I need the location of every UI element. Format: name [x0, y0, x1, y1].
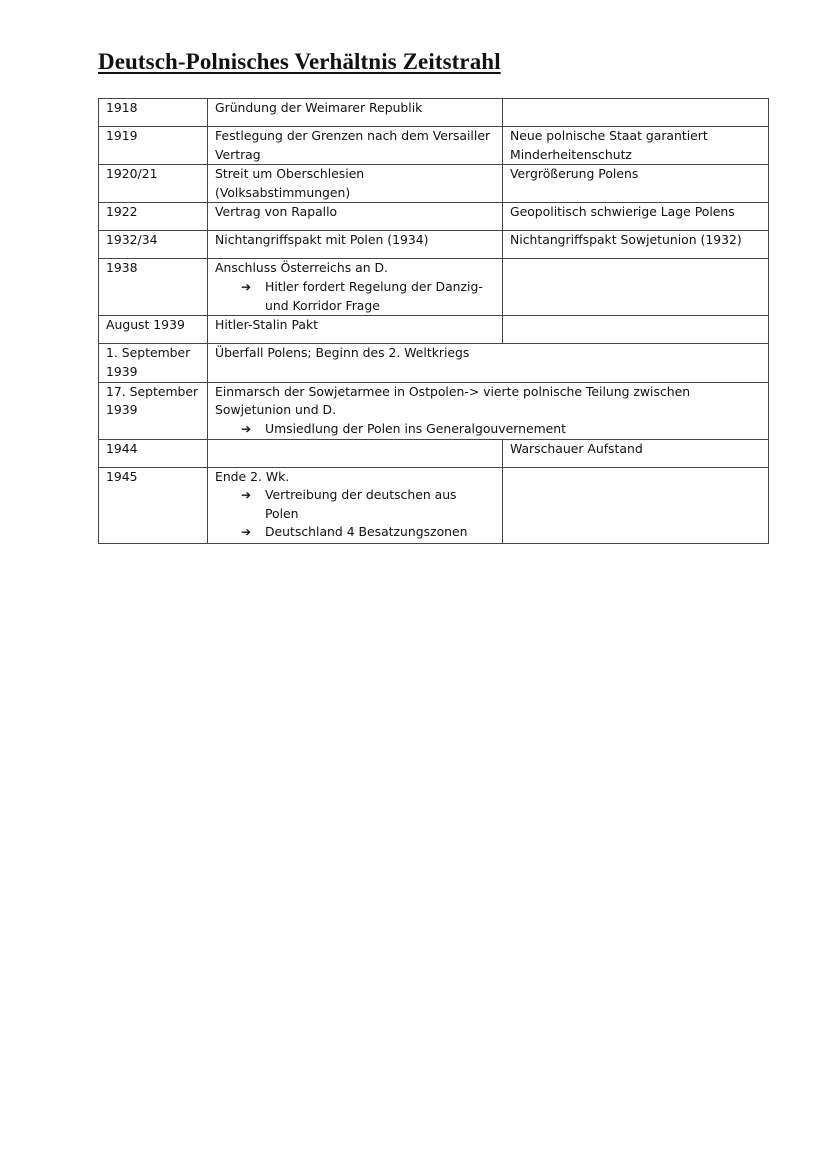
event-cell	[208, 127, 503, 165]
year-text: 1944	[106, 440, 138, 456]
year-text: 1939	[106, 402, 138, 418]
year-cell	[99, 99, 208, 127]
year-text: 1920/21	[106, 166, 158, 182]
year-text: 17. September	[106, 383, 199, 399]
arrow-bullet-text	[241, 420, 762, 439]
event-text: Nichtangriffspakt mit Polen (1934)	[215, 232, 429, 248]
arrow-bullet-text	[241, 278, 496, 315]
timeline-row	[99, 259, 769, 316]
timeline-row	[99, 382, 769, 439]
event-cell	[208, 99, 503, 127]
event-text: Ende 2. Wk.	[215, 468, 290, 484]
year-cell	[99, 316, 208, 344]
note-text: Minderheitenschutz	[510, 146, 632, 162]
year-cell	[99, 382, 208, 439]
arrow-bullet-line: Vertreibung der deutschen aus	[265, 487, 457, 503]
timeline-row	[99, 439, 769, 467]
event-text: Sowjetunion und D.	[215, 402, 337, 418]
year-cell	[99, 259, 208, 316]
event-cell	[208, 259, 503, 316]
year-text: 1918	[106, 100, 138, 115]
arrow-right-icon: ➔	[241, 525, 252, 540]
note-cell	[503, 231, 769, 259]
year-cell	[99, 467, 208, 543]
event-cell	[208, 439, 503, 467]
year-text: 1. September	[106, 345, 191, 361]
event-text: Festlegung der Grenzen nach dem Versailler	[215, 128, 491, 143]
arrow-bullet-text	[241, 486, 496, 523]
note-text: Warschauer Aufstand	[510, 440, 643, 456]
event-cell	[208, 203, 503, 231]
year-text: 1932/34	[106, 232, 158, 248]
arrow-right-icon: ➔	[241, 488, 252, 503]
note-text: Neue polnische Staat garantiert	[510, 128, 708, 143]
note-cell	[503, 316, 769, 344]
note-text: Nichtangriffspakt Sowjetunion (1932)	[510, 232, 742, 248]
year-cell	[99, 231, 208, 259]
year-text: 1939	[106, 363, 138, 379]
event-cell	[208, 165, 503, 203]
year-text: August 1939	[106, 317, 185, 333]
arrow-bullet-line: Hitler fordert Regelung der Danzig-	[265, 278, 483, 294]
timeline-row	[99, 127, 769, 165]
arrow-bullet-line: Polen	[265, 505, 299, 521]
event-text: Vertrag von Rapallo	[215, 204, 338, 220]
event-cell	[208, 316, 503, 344]
note-cell	[503, 99, 769, 127]
note-text: Geopolitisch schwierige Lage Polens	[510, 204, 735, 220]
arrow-bullet	[215, 278, 496, 315]
timeline-body	[99, 99, 769, 544]
event-text: Vertrag	[215, 146, 261, 162]
note-cell	[503, 439, 769, 467]
timeline-row	[99, 344, 769, 382]
event-text: Einmarsch der Sowjetarmee in Ostpolen-> vierte polnische Teilung zwischen	[215, 383, 691, 399]
timeline-row	[99, 99, 769, 127]
year-text: 1919	[106, 128, 138, 143]
year-cell	[99, 165, 208, 203]
year-cell	[99, 203, 208, 231]
arrow-bullet-line: Umsiedlung der Polen ins Generalgouvernement	[265, 420, 566, 436]
note-cell	[503, 165, 769, 203]
timeline-table	[98, 98, 769, 544]
year-text: 1945	[106, 468, 138, 484]
event-text: Überfall Polens; Beginn des 2. Weltkriegs	[215, 345, 470, 361]
note-cell	[503, 203, 769, 231]
arrow-bullet-text	[241, 523, 496, 542]
arrow-bullet-line: Deutschland 4 Besatzungszonen	[265, 524, 468, 540]
timeline-row	[99, 467, 769, 543]
arrow-bullet-line: und Korridor Frage	[265, 297, 380, 313]
arrow-bullet	[215, 486, 496, 523]
arrow-bullet	[215, 420, 762, 439]
note-cell	[503, 127, 769, 165]
event-cell	[208, 382, 769, 439]
event-text: Streit um Oberschlesien	[215, 166, 365, 182]
note-cell	[503, 259, 769, 316]
event-text: Gründung der Weimarer Republik	[215, 100, 423, 115]
timeline-row	[99, 231, 769, 259]
event-cell	[208, 344, 769, 382]
event-text: Anschluss Österreichs an D.	[215, 260, 388, 276]
event-cell	[208, 467, 503, 543]
timeline-row	[99, 165, 769, 203]
timeline-row	[99, 203, 769, 231]
arrow-right-icon: ➔	[241, 279, 252, 294]
arrow-bullet	[215, 523, 496, 542]
year-cell	[99, 344, 208, 382]
event-text: Hitler-Stalin Pakt	[215, 317, 318, 333]
arrow-right-icon: ➔	[241, 421, 252, 436]
page-title: Deutsch-Polnisches Verhältnis Zeitstrahl	[98, 49, 501, 74]
note-cell	[503, 467, 769, 543]
year-cell	[99, 127, 208, 165]
event-text: (Volksabstimmungen)	[215, 184, 351, 200]
year-text: 1922	[106, 204, 138, 220]
note-text: Vergrößerung Polens	[510, 166, 639, 182]
year-cell	[99, 439, 208, 467]
event-cell	[208, 231, 503, 259]
year-text: 1938	[106, 260, 138, 276]
timeline-row	[99, 316, 769, 344]
